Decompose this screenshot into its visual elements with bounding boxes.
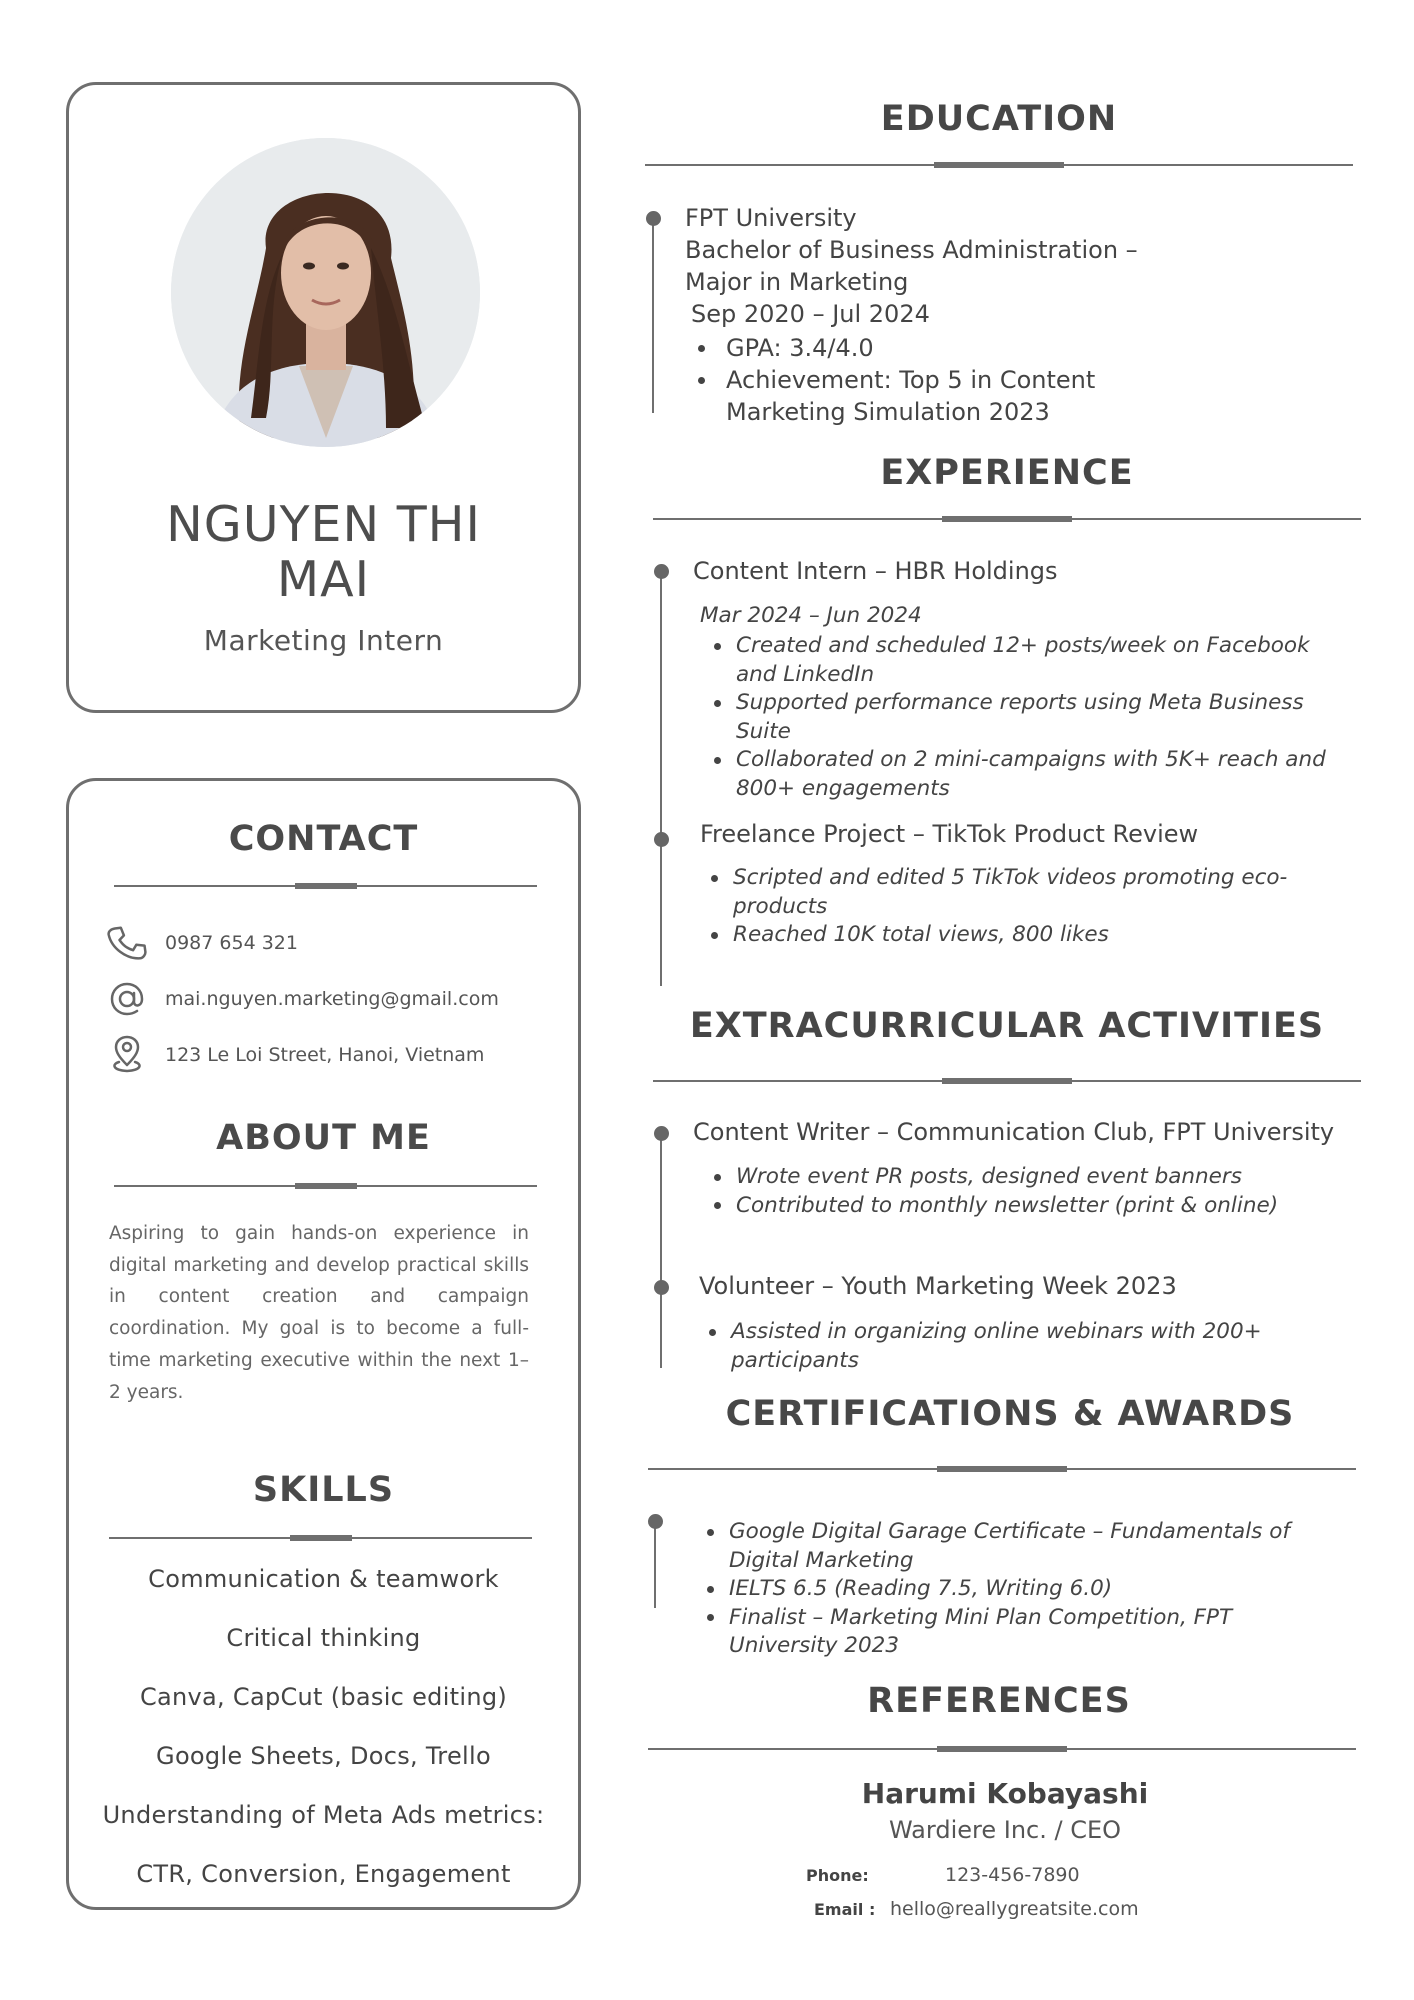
candidate-role: Marketing Intern bbox=[203, 624, 444, 657]
timeline-dot bbox=[654, 832, 669, 847]
at-icon bbox=[107, 979, 147, 1019]
reference-position: Wardiere Inc. / CEO bbox=[888, 1816, 1122, 1844]
profile-photo bbox=[171, 138, 480, 447]
references-title: REFERENCES bbox=[867, 1681, 1131, 1721]
candidate-name-line2: MAI bbox=[276, 551, 371, 608]
education-degree-line1: Bachelor of Business Administration – bbox=[685, 236, 1138, 264]
list-item: Contributed to monthly newsletter (print & online) bbox=[708, 1192, 1348, 1221]
reference-name: Harumi Kobayashi bbox=[861, 1777, 1149, 1810]
references-divider bbox=[648, 1748, 1356, 1750]
certifications-bullets bbox=[701, 1518, 1341, 1661]
list-item: Assisted in organizing online webinars with 200+ participants bbox=[703, 1318, 1303, 1375]
education-divider bbox=[645, 164, 1353, 166]
skill-item: Communication & teamwork bbox=[148, 1565, 499, 1593]
extracurricular-divider bbox=[653, 1080, 1361, 1082]
skill-item: Understanding of Meta Ads metrics: bbox=[102, 1801, 545, 1829]
education-bullets bbox=[692, 332, 1132, 428]
education-degree-line2: Major in Marketing bbox=[685, 268, 909, 296]
job-role: Content Intern – HBR Holdings bbox=[693, 557, 1058, 585]
contact-divider bbox=[114, 885, 537, 887]
activity-role: Volunteer – Youth Marketing Week 2023 bbox=[699, 1272, 1177, 1300]
list-item: Supported performance reports using Meta Business Suite bbox=[708, 689, 1348, 746]
extracurricular-timeline bbox=[660, 1134, 662, 1368]
reference-phone[interactable]: 123-456-7890 bbox=[945, 1864, 1080, 1886]
list-item: Scripted and edited 5 TikTok videos promoting eco-products bbox=[705, 864, 1325, 921]
job-bullets bbox=[705, 864, 1325, 950]
skills-divider bbox=[109, 1537, 532, 1539]
contact-address-text: 123 Le Loi Street, Hanoi, Vietnam bbox=[165, 1044, 485, 1066]
timeline-dot bbox=[654, 1126, 669, 1141]
activity-bullets bbox=[703, 1318, 1303, 1375]
list-item: Wrote event PR posts, designed event banners bbox=[708, 1163, 1348, 1192]
contact-address[interactable] bbox=[107, 1035, 484, 1075]
job-dates: Mar 2024 – Jun 2024 bbox=[700, 603, 922, 628]
about-title: ABOUT ME bbox=[216, 1118, 431, 1158]
experience-timeline bbox=[660, 572, 662, 986]
activity-role: Content Writer – Communication Club, FPT University bbox=[693, 1118, 1335, 1146]
about-divider bbox=[114, 1185, 537, 1187]
education-school: FPT University bbox=[685, 204, 857, 232]
profile-photo-illustration bbox=[171, 138, 480, 447]
list-item: GPA: 3.4/4.0 bbox=[692, 332, 1132, 364]
list-item: Google Digital Garage Certificate – Fundamentals of Digital Marketing bbox=[701, 1518, 1341, 1575]
list-item: IELTS 6.5 (Reading 7.5, Writing 6.0) bbox=[701, 1575, 1341, 1604]
skills-title: SKILLS bbox=[252, 1470, 395, 1510]
list-item: Created and scheduled 12+ posts/week on Facebook and LinkedIn bbox=[708, 632, 1348, 689]
contact-email-text: mai.nguyen.marketing@gmail.com bbox=[165, 988, 499, 1010]
skill-item: Canva, CapCut (basic editing) bbox=[139, 1683, 508, 1711]
education-timeline bbox=[652, 219, 654, 413]
location-pin-icon bbox=[107, 1035, 147, 1075]
candidate-name bbox=[69, 497, 578, 607]
experience-divider bbox=[653, 518, 1361, 520]
contact-title: CONTACT bbox=[228, 819, 419, 859]
reference-email[interactable]: hello@reallygreatsite.com bbox=[890, 1898, 1139, 1920]
timeline-dot bbox=[654, 564, 669, 579]
list-item: Finalist – Marketing Mini Plan Competition, FPT University 2023 bbox=[701, 1604, 1341, 1661]
list-item: Achievement: Top 5 in Content Marketing Simulation 2023 bbox=[692, 364, 1132, 428]
job-bullets bbox=[708, 632, 1348, 803]
contact-phone[interactable] bbox=[107, 923, 298, 963]
contact-phone-text: 0987 654 321 bbox=[165, 932, 298, 954]
contact-email[interactable] bbox=[107, 979, 499, 1019]
education-title: EDUCATION bbox=[880, 99, 1118, 139]
extracurricular-title: EXTRACURRICULAR ACTIVITIES bbox=[689, 1006, 1325, 1046]
certifications-title: CERTIFICATIONS & AWARDS bbox=[725, 1394, 1295, 1434]
timeline-dot bbox=[654, 1280, 669, 1295]
timeline-dot bbox=[648, 1514, 663, 1529]
experience-title: EXPERIENCE bbox=[880, 453, 1134, 493]
list-item: Reached 10K total views, 800 likes bbox=[705, 921, 1325, 950]
activity-bullets bbox=[708, 1163, 1348, 1220]
phone-icon bbox=[107, 923, 147, 963]
timeline-dot bbox=[646, 211, 661, 226]
certifications-divider bbox=[648, 1468, 1356, 1470]
profile-card bbox=[66, 82, 581, 713]
about-text: Aspiring to gain hands-on experience in digital marketing and develop practical skills in content creation and campaign coordination. My goal is to become a full-time marketing executive within the next 1–2 years. bbox=[109, 1223, 529, 1403]
reference-email-label: Email : bbox=[814, 1900, 876, 1919]
info-card bbox=[66, 778, 581, 1910]
list-item: Collaborated on 2 mini-campaigns with 5K+ reach and 800+ engagements bbox=[708, 746, 1348, 803]
certifications-timeline bbox=[654, 1522, 656, 1608]
reference-phone-label: Phone: bbox=[806, 1866, 869, 1885]
skill-item: CTR, Conversion, Engagement bbox=[136, 1860, 511, 1888]
job-role: Freelance Project – TikTok Product Review bbox=[700, 820, 1199, 848]
skill-item: Critical thinking bbox=[226, 1624, 421, 1652]
candidate-name-line1: NGUYEN THI bbox=[166, 496, 481, 553]
education-dates: Sep 2020 – Jul 2024 bbox=[691, 300, 930, 328]
skill-item: Google Sheets, Docs, Trello bbox=[156, 1742, 491, 1770]
